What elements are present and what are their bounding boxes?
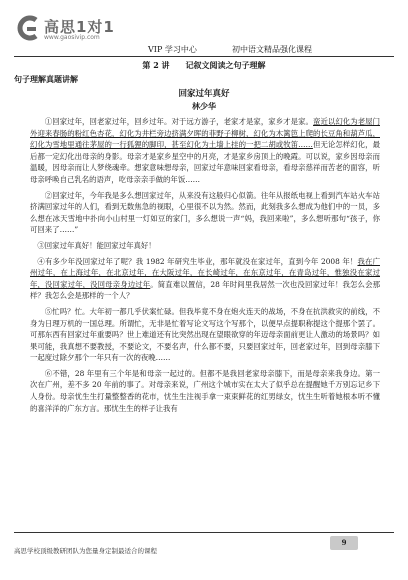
- text-segment: ⑥不错，28 年里有三个年是和母亲一起过的。但都不是我回老家母亲膝下，而是母亲来我身边。第一次在广州，差不多 20 年前的事了。对母亲来说，广州这个城市实在太大了似乎总在提醒她千万别忘记乡下人身份。母亲忧生生打量整整香的花市，忧生生注视手拿一束束鲜花的红男绿女，忧生生听着她根本听不懂的喜洋洋的广东方言。那忧生生的样子让我有: [30, 368, 380, 413]
- header-course-name: 初中语文精品强化课程: [232, 45, 312, 54]
- underlined-sentence: 我在广州过年，在上海过年，在北京过年，在大阪过年，在长崎过年，在东京过年，在青岛过年，惟独没在家过年，没回家过年，没回母亲身边过年: [30, 256, 380, 289]
- paragraph: [30, 256, 380, 302]
- header-divider: [14, 56, 394, 57]
- logo-mark-icon: [14, 14, 42, 42]
- text-segment: ①回家过年，回老家过年，回乡过年。对于远方游子，老家才是家，家乡才是家。: [44, 117, 313, 126]
- text-segment: 但无论怎样幻化，最后都一定幻化出母亲的身影。母亲才是家乡: [30, 140, 380, 161]
- logo-url: www.gaosivip.com: [44, 34, 100, 41]
- paragraph: [30, 190, 380, 236]
- paragraph: [30, 368, 380, 414]
- page-number: 9: [330, 536, 358, 550]
- article-author: 林少华: [192, 101, 216, 111]
- text-segment: 星空中的月亮，才是家乡房顶上的晚霞。可以说，家乡因母亲而温暖，因母亲而让人梦绕魂牵。想家意味想母亲，回家过年意味回家看母亲，看母亲慈祥而苦老的面容，听母亲呼唤自己乳名的语声，吃母亲亲手做的年饭……: [30, 151, 380, 184]
- paragraph: [30, 240, 380, 252]
- logo: [14, 14, 134, 46]
- lesson-title: 第 2 讲 记叙文阅读之句子理解: [142, 60, 266, 70]
- article-body: [30, 116, 380, 418]
- article-title: 回家过年真好: [178, 89, 230, 99]
- footer-slogan: 高思学校顶级教研团队为您量身定制最适合的课程: [14, 547, 157, 555]
- footer-divider: [14, 532, 394, 533]
- header-center-name: VIP 学习中心: [148, 45, 197, 54]
- section-title: 句子理解真题讲解: [14, 74, 78, 84]
- text-segment: ⑤忙吗？忙。大年初一都几乎伏案忙碌。但我毕竟不身在炮火连天的战场，不身在抗洪救灾的前线，不身为日理万机的一国总理。所谓忙，无非是忙着写论文写这个写那个，以便早点提职称提这个提那个罢了。可那东西有回家过年重要吗？世上难道还有比突然出现在望眼欲穿的年迈母亲面前更让人激动的场景吗？如果可能，我真想不要教授，不要论文，不要名声，什么都不要，只要回家过年，回老家过年，回到母亲膝下一起度过除夕那个一年只有一次的夜晚……: [30, 306, 380, 363]
- logo-text: 高思1对1: [44, 18, 115, 36]
- text-segment: ②回家过年，今年我是多么想回家过年，从来没有这般归心似箭。往年从报纸电视上看到汽车站火车站挤满回家过年的人们，看到无数焦急的视眼，心里很不以为然。然而，此刻我多么想成为他们中的一员，多么想在冰天雪地中扑向小山村里一灯如豆的家门，多么想说一声“妈，我回来啦”，多么想听那句“孩子，你可回来了……”: [30, 190, 380, 235]
- underlined-sentence: 蛮近以幻化为老屋门外迎来春肠的粉红色杏花，幻化为井栏旁边挤满夕晖的菲野子柳树，幻化为木篱笆上爬的长豆角和葫芦瓜，幻化为雪地里通往茅屋的一行狐狸的脚印，甚至幻化为土墙上挂的一把二胡或牧笛……: [30, 117, 380, 150]
- text-segment: ④有多少年没回家过年了呢？我 1982 年研究生毕业，那年就没在家过年，直到今年 2008 年！: [37, 256, 358, 266]
- text-segment: 。简直难以置信，28 年时间里我居然一次也没回家过年！我怎么会那样？我怎么会是那样的一个人？: [30, 279, 380, 301]
- text-segment: ③回家过年真好！能回家过年真好！: [37, 240, 156, 250]
- paragraph: [30, 306, 380, 364]
- paragraph: [30, 116, 380, 186]
